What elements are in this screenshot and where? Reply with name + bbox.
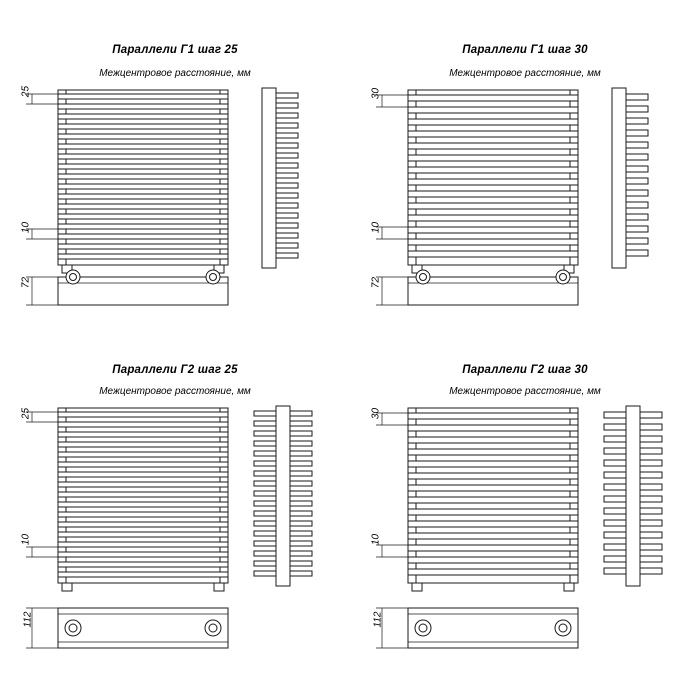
side-view	[612, 88, 648, 268]
front-view	[58, 90, 228, 273]
panel-g2-step-25	[0, 350, 350, 700]
panel-subtitle: Межцентровое расстояние, мм	[99, 386, 251, 397]
panel-title: Параллели Г2 шаг 30	[462, 364, 588, 376]
panel-subtitle: Межцентровое расстояние, мм	[449, 68, 601, 79]
panel-g2-step-30	[350, 350, 700, 700]
plan-view	[58, 270, 228, 305]
side-view	[262, 88, 298, 268]
panel-g1-step-30	[350, 0, 700, 350]
side-view	[604, 406, 662, 586]
side-view	[254, 406, 312, 586]
dimension-top-pitch: 25	[20, 407, 32, 420]
dimension-top-pitch: 30	[370, 87, 382, 100]
panel-graphic	[0, 350, 350, 700]
front-view	[408, 90, 578, 273]
panel-g1-step-25	[0, 0, 350, 350]
dimension-depth: 72	[370, 276, 382, 289]
panel-subtitle: Межцентровое расстояние, мм	[99, 68, 251, 79]
dimension-depth: 112	[372, 611, 384, 628]
dimension-depth: 112	[22, 611, 34, 628]
front-view	[408, 408, 578, 591]
dimension-bottom-gap: 10	[20, 221, 32, 234]
panel-subtitle: Межцентровое расстояние, мм	[449, 386, 601, 397]
dimension-top-pitch: 25	[20, 85, 32, 98]
dimension-bottom-gap: 10	[370, 221, 382, 234]
dimension-bottom-gap: 10	[370, 533, 382, 546]
plan-view	[408, 608, 578, 648]
dimension-depth: 72	[20, 276, 32, 289]
panel-title: Параллели Г2 шаг 25	[112, 364, 238, 376]
panel-title: Параллели Г1 шаг 30	[462, 44, 588, 56]
dimension-bottom-gap: 10	[20, 533, 32, 546]
dimension-top-pitch: 30	[370, 407, 382, 420]
plan-view	[58, 608, 228, 648]
front-view	[58, 408, 228, 591]
plan-view	[408, 270, 578, 305]
panel-title: Параллели Г1 шаг 25	[112, 44, 238, 56]
panel-graphic	[350, 350, 700, 700]
